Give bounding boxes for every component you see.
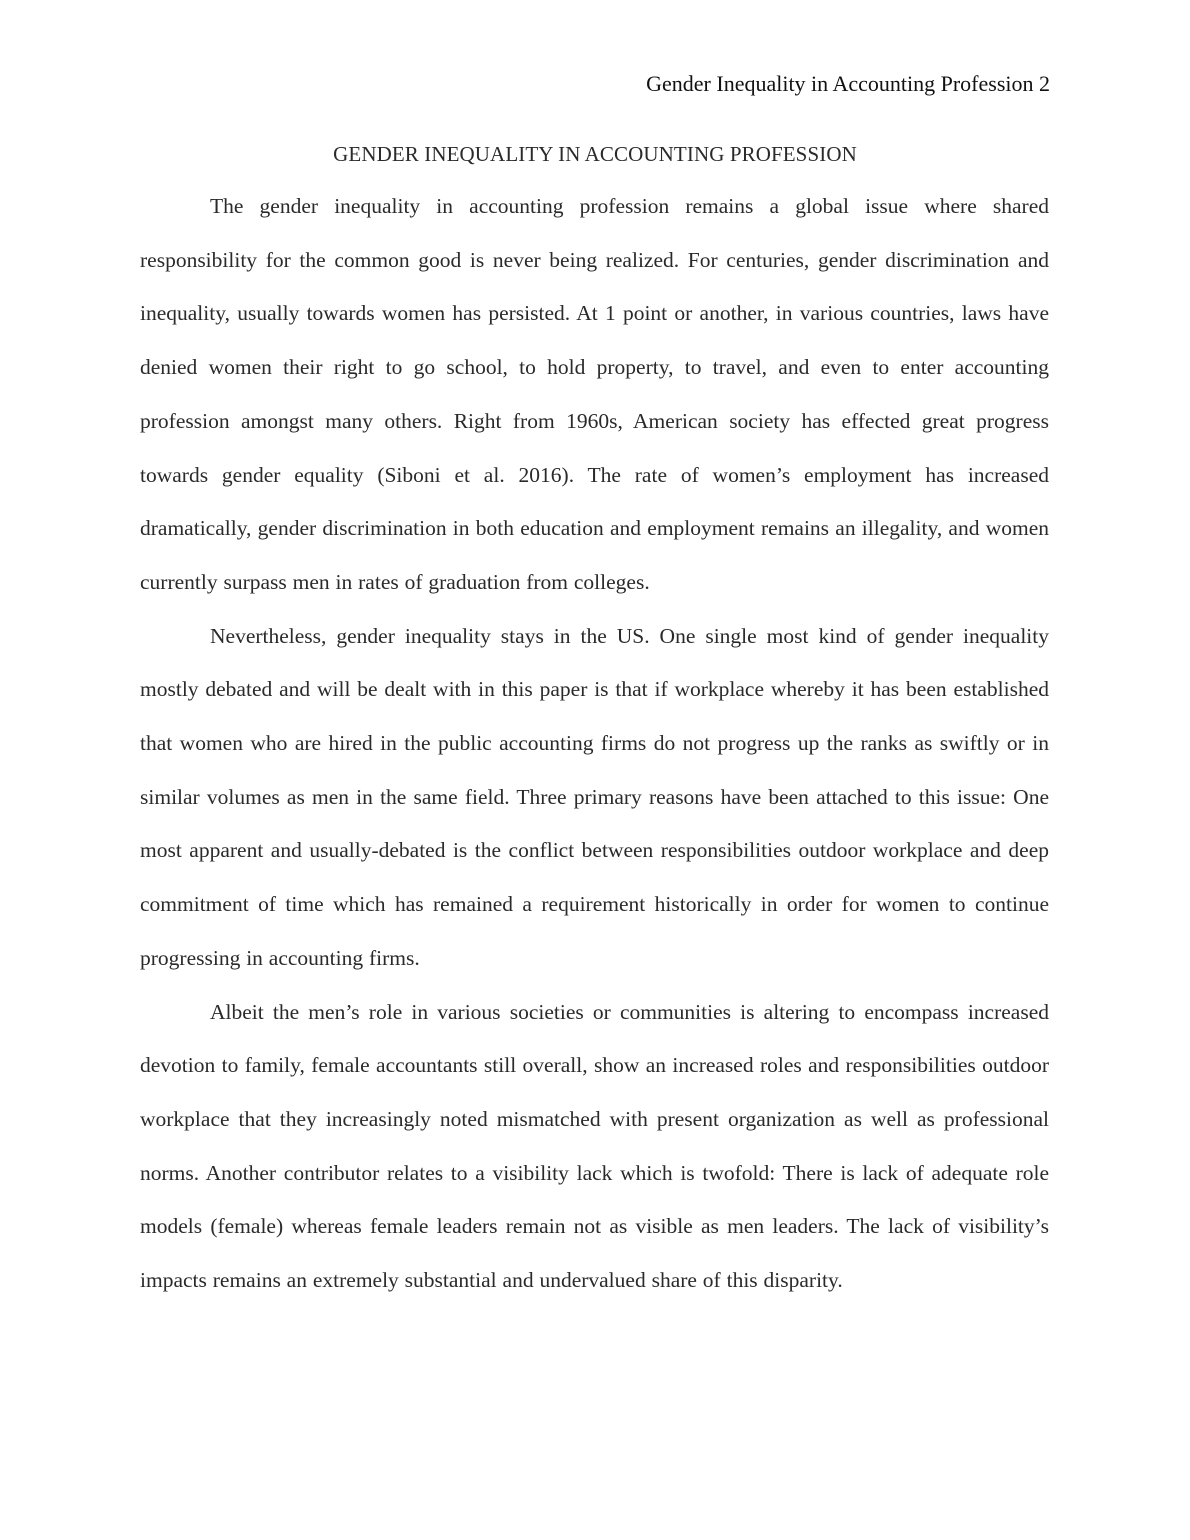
paragraph-3: Albeit the men’s role in various societies or communities is altering to encompass increased devotion to family, female accountants still overall, show an increased roles and responsibilities outdoor workplace that they increasingly noted mismatched with present organization as well as professional norms. Another contributor relates to a visibility lack which is twofold: There is lack of adequate role models (female) whereas female leaders remain not as visible as men leaders. The lack of visibility’s impacts remains an extremely substantial and undervalued share of this disparity. [140, 999, 1049, 1293]
document-body [140, 180, 1049, 1308]
document-title: GENDER INEQUALITY IN ACCOUNTING PROFESSION [333, 142, 857, 166]
paragraph-2: Nevertheless, gender inequality stays in the US. One single most kind of gender inequality mostly debated and will be dealt with in this paper is that if workplace whereby it has been established that women who are hired in the public accounting firms do not progress up the ranks as swiftly or in similar volumes as men in the same field. Three primary reasons have been attached to this issue: One most apparent and usually-debated is the conflict between responsibilities outdoor workplace and deep commitment of time which has remained a requirement historically in order for women to continue progressing in accounting firms. [140, 623, 1049, 970]
paragraph-1: The gender inequality in accounting profession remains a global issue where shared responsibility for the common good is never being realized. For centuries, gender discrimination and inequality, usually towards women has persisted. At 1 point or another, in various countries, laws have denied women their right to go school, to hold property, to travel, and even to enter accounting profession amongst many others. Right from 1960s, American society has effected great progress towards gender equality (Siboni et al. 2016). The rate of women’s employment has increased dramatically, gender discrimination in both education and employment remains an illegality, and women currently surpass men in rates of graduation from colleges. [140, 194, 1049, 594]
running-head: Gender Inequality in Accounting Profession 2 [646, 71, 1050, 96]
